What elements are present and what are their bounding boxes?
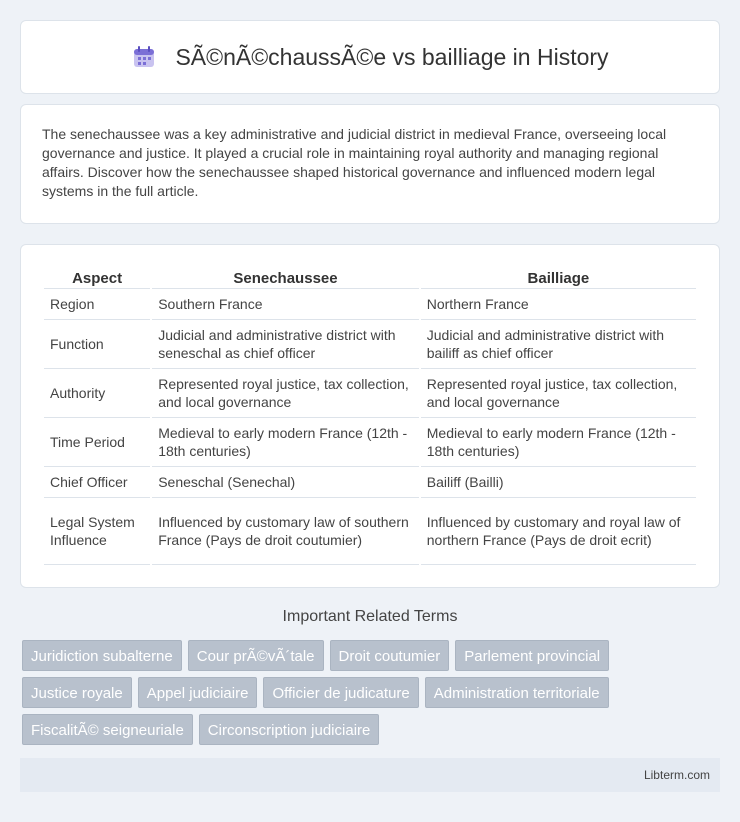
- table-cell: Function: [44, 320, 150, 369]
- table-cell: Represented royal justice, tax collection, and local governance: [152, 369, 419, 418]
- intro-text: The senechaussee was a key administrative and judicial district in medieval France, overseeing local governance and justice. It played a crucial role in maintaining royal authority and managing regional affairs. Discover how the senechaussee shaped historical governance and influenced modern legal systems in the full article.: [42, 126, 667, 199]
- column-header: Bailliage: [421, 265, 696, 289]
- intro-card: [20, 104, 720, 224]
- related-term-tag[interactable]: Officier de judicature: [263, 677, 418, 708]
- related-term-tag[interactable]: Circonscription judiciaire: [199, 714, 380, 745]
- table-cell: Time Period: [44, 418, 150, 467]
- table-cell: Medieval to early modern France (12th - 18th centuries): [152, 418, 419, 467]
- page-footer: [20, 758, 720, 792]
- table-row: [44, 418, 696, 467]
- table-cell: Bailiff (Bailli): [421, 467, 696, 498]
- table-cell: Seneschal (Senechal): [152, 467, 419, 498]
- table-row: [44, 467, 696, 498]
- footer-site-link[interactable]: Libterm.com: [643, 768, 710, 782]
- page-title: SÃ©nÃ©chaussÃ©e vs bailliage in History: [175, 43, 609, 70]
- related-term-tag[interactable]: Appel judiciaire: [138, 677, 258, 708]
- related-term-tag[interactable]: FiscalitÃ© seigneuriale: [22, 714, 193, 745]
- related-terms-heading: Important Related Terms: [282, 608, 458, 625]
- table-cell: Represented royal justice, tax collection, and local governance: [421, 369, 696, 418]
- table-row: [44, 289, 696, 320]
- related-term-tag[interactable]: Administration territoriale: [425, 677, 609, 708]
- related-term-tag[interactable]: Justice royale: [22, 677, 132, 708]
- table-cell: Authority: [44, 369, 150, 418]
- related-term-tag[interactable]: Juridiction subalterne: [22, 640, 182, 671]
- table-cell: Legal System Influence: [44, 498, 150, 565]
- comparison-card: [20, 244, 720, 588]
- calendar-icon: [131, 44, 157, 70]
- table-cell: Influenced by customary and royal law of northern France (Pays de droit ecrit): [421, 498, 696, 565]
- table-header-row: [44, 265, 696, 289]
- related-terms-list: [22, 640, 722, 751]
- table-cell: Southern France: [152, 289, 419, 320]
- table-cell: Judicial and administrative district with bailiff as chief officer: [421, 320, 696, 369]
- column-header: Senechaussee: [152, 265, 419, 289]
- table-cell: Chief Officer: [44, 467, 150, 498]
- page-header: [20, 20, 720, 94]
- table-row: [44, 498, 696, 565]
- table-cell: Region: [44, 289, 150, 320]
- column-header: Aspect: [44, 265, 150, 289]
- table-row: [44, 320, 696, 369]
- related-term-tag[interactable]: Cour prÃ©vÃ´tale: [188, 640, 324, 671]
- related-term-tag[interactable]: Droit coutumier: [330, 640, 450, 671]
- table-cell: Influenced by customary law of southern France (Pays de droit coutumier): [152, 498, 419, 565]
- table-cell: Medieval to early modern France (12th - 18th centuries): [421, 418, 696, 467]
- related-term-tag[interactable]: Parlement provincial: [455, 640, 609, 671]
- table-row: [44, 369, 696, 418]
- table-cell: Judicial and administrative district with seneschal as chief officer: [152, 320, 419, 369]
- table-cell: Northern France: [421, 289, 696, 320]
- comparison-table: [42, 265, 698, 565]
